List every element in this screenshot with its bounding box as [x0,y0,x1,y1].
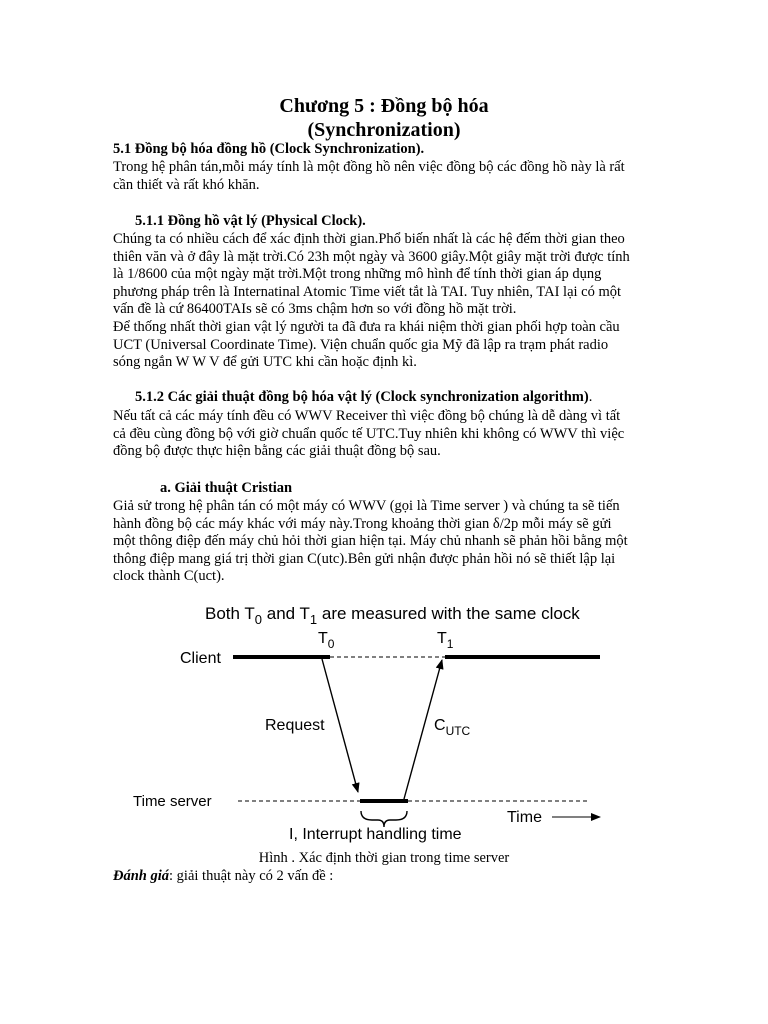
section-5-1-2-heading [135,389,592,406]
paragraph-line: thiên văn và ở đây là mặt trời.Có 23h một ngày và 3600 giây.Một giây mặt trời được tính [113,248,630,265]
interrupt-brace [361,811,407,827]
time-server-label: Time server [133,793,212,810]
paragraph-line: cần thiết và rất khó khăn. [113,176,260,193]
paragraph-line: phương pháp trên là Internatinal Atomic Time viết tắt là TAI. Tuy nhiên, TAI lại có một [113,283,622,300]
section-5-1-heading: 5.1 Đồng bộ hóa đồng hồ (Clock Synchronization). [113,141,425,157]
cutc-label: $C_{UTC}$ [434,717,471,738]
paragraph-line: clock thành C(uct). [113,568,225,585]
paragraph-line: Giả sử trong hệ phân tán có một máy có WWV (gọi là Time server ) và chúng ta sẽ tiến [113,498,620,514]
evaluation-line [113,868,333,885]
cristian-heading: a. Giải thuật Cristian [160,480,293,496]
t0-label: $T_0$ [318,630,335,651]
section-5-1-paragraph [113,159,625,194]
chapter-subtitle: (Synchronization) [307,119,461,141]
section-5-1-2-heading-period: . [588,389,593,405]
request-label: Request [265,717,325,734]
paragraph-line: một thông điệp đến máy chủ hỏi thời gian hiện tại. Máy chủ nhanh sẽ phản hồi bằng một [113,533,628,550]
paragraph-line: vấn đề là cứ 86400TAIs sẽ có 3ms chậm hơn so với đồng hồ mặt trời. [113,301,517,318]
request-arrow [322,659,358,792]
client-label: Client [180,650,221,667]
paragraph-line: là 1/8600 của một ngày mặt trời.Một trong những mô hình để tính thời gian áp dụng [113,266,602,283]
paragraph-line: sóng ngắn W W V để gửi UTC khi cần hoặc định kì. [113,354,417,371]
paragraph-line: hành đồng bộ các máy khác với máy này.Trong khoảng thời gian δ/2p mỗi máy sẽ gửi [113,515,612,532]
section-5-1-2-heading-text: 5.1.2 Các giải thuật đồng bộ hóa vật lý (Clock synchronization algorithm) [135,389,589,405]
paragraph-line: UCT (Universal Coordinate Time). Viện chuẩn quốc gia Mỹ đã lập ra trạm phát radio [113,336,609,353]
paragraph-line: cả đều cùng đồng bộ với giờ chuẩn quốc tế UTC.Tuy nhiên khi không có WWV thì việc [113,425,625,442]
cristian-paragraph [113,498,628,586]
paragraph-line: Chúng ta có nhiều cách để xác định thời gian.Phổ biến nhất là các hệ đếm thời gian theo [113,231,625,247]
t1-label: $T_1$ [437,630,454,651]
section-5-1-1-paragraph [113,231,630,372]
cristian-algorithm-figure [0,596,768,846]
paragraph-line: Để thống nhất thời gian vật lý người ta đã đưa ra khái niệm thời gian phối hợp toàn cầu [113,318,620,335]
figure-title: Both $T_0$ and $T_1$ are measured with the same clock [205,604,580,627]
section-5-1-1-heading: 5.1.1 Đồng hồ vật lý (Physical Clock). [135,213,366,229]
paragraph-line: Trong hệ phân tán,mỗi máy tính là một đồng hồ nên việc đồng bộ các đồng hồ này là rất [113,159,625,175]
paragraph-line: đồng bộ được thực hiện bằng các giải thuật đồng bộ sau. [113,443,441,460]
figure-caption: Hình . Xác định thời gian trong time server [258,850,510,866]
paragraph-line: Nếu tất cả các máy tính đều có WWV Receiver thì việc đồng bộ chúng là dễ dàng vì tất [113,408,621,424]
evaluation-text: : giải thuật này có 2 vấn đề : [169,868,334,884]
time-axis-label: Time [507,809,542,826]
interrupt-label: I, Interrupt handling time [289,826,462,843]
evaluation-label: Đánh giá [113,868,170,884]
chapter-title: Chương 5 : Đồng bộ hóa [279,95,489,117]
section-5-1-2-paragraph [113,408,624,461]
paragraph-line: thông điệp mang giá trị thời gian C(utc).Bên gửi nhận được phản hồi nó sẽ thiết lập lại [113,550,616,567]
